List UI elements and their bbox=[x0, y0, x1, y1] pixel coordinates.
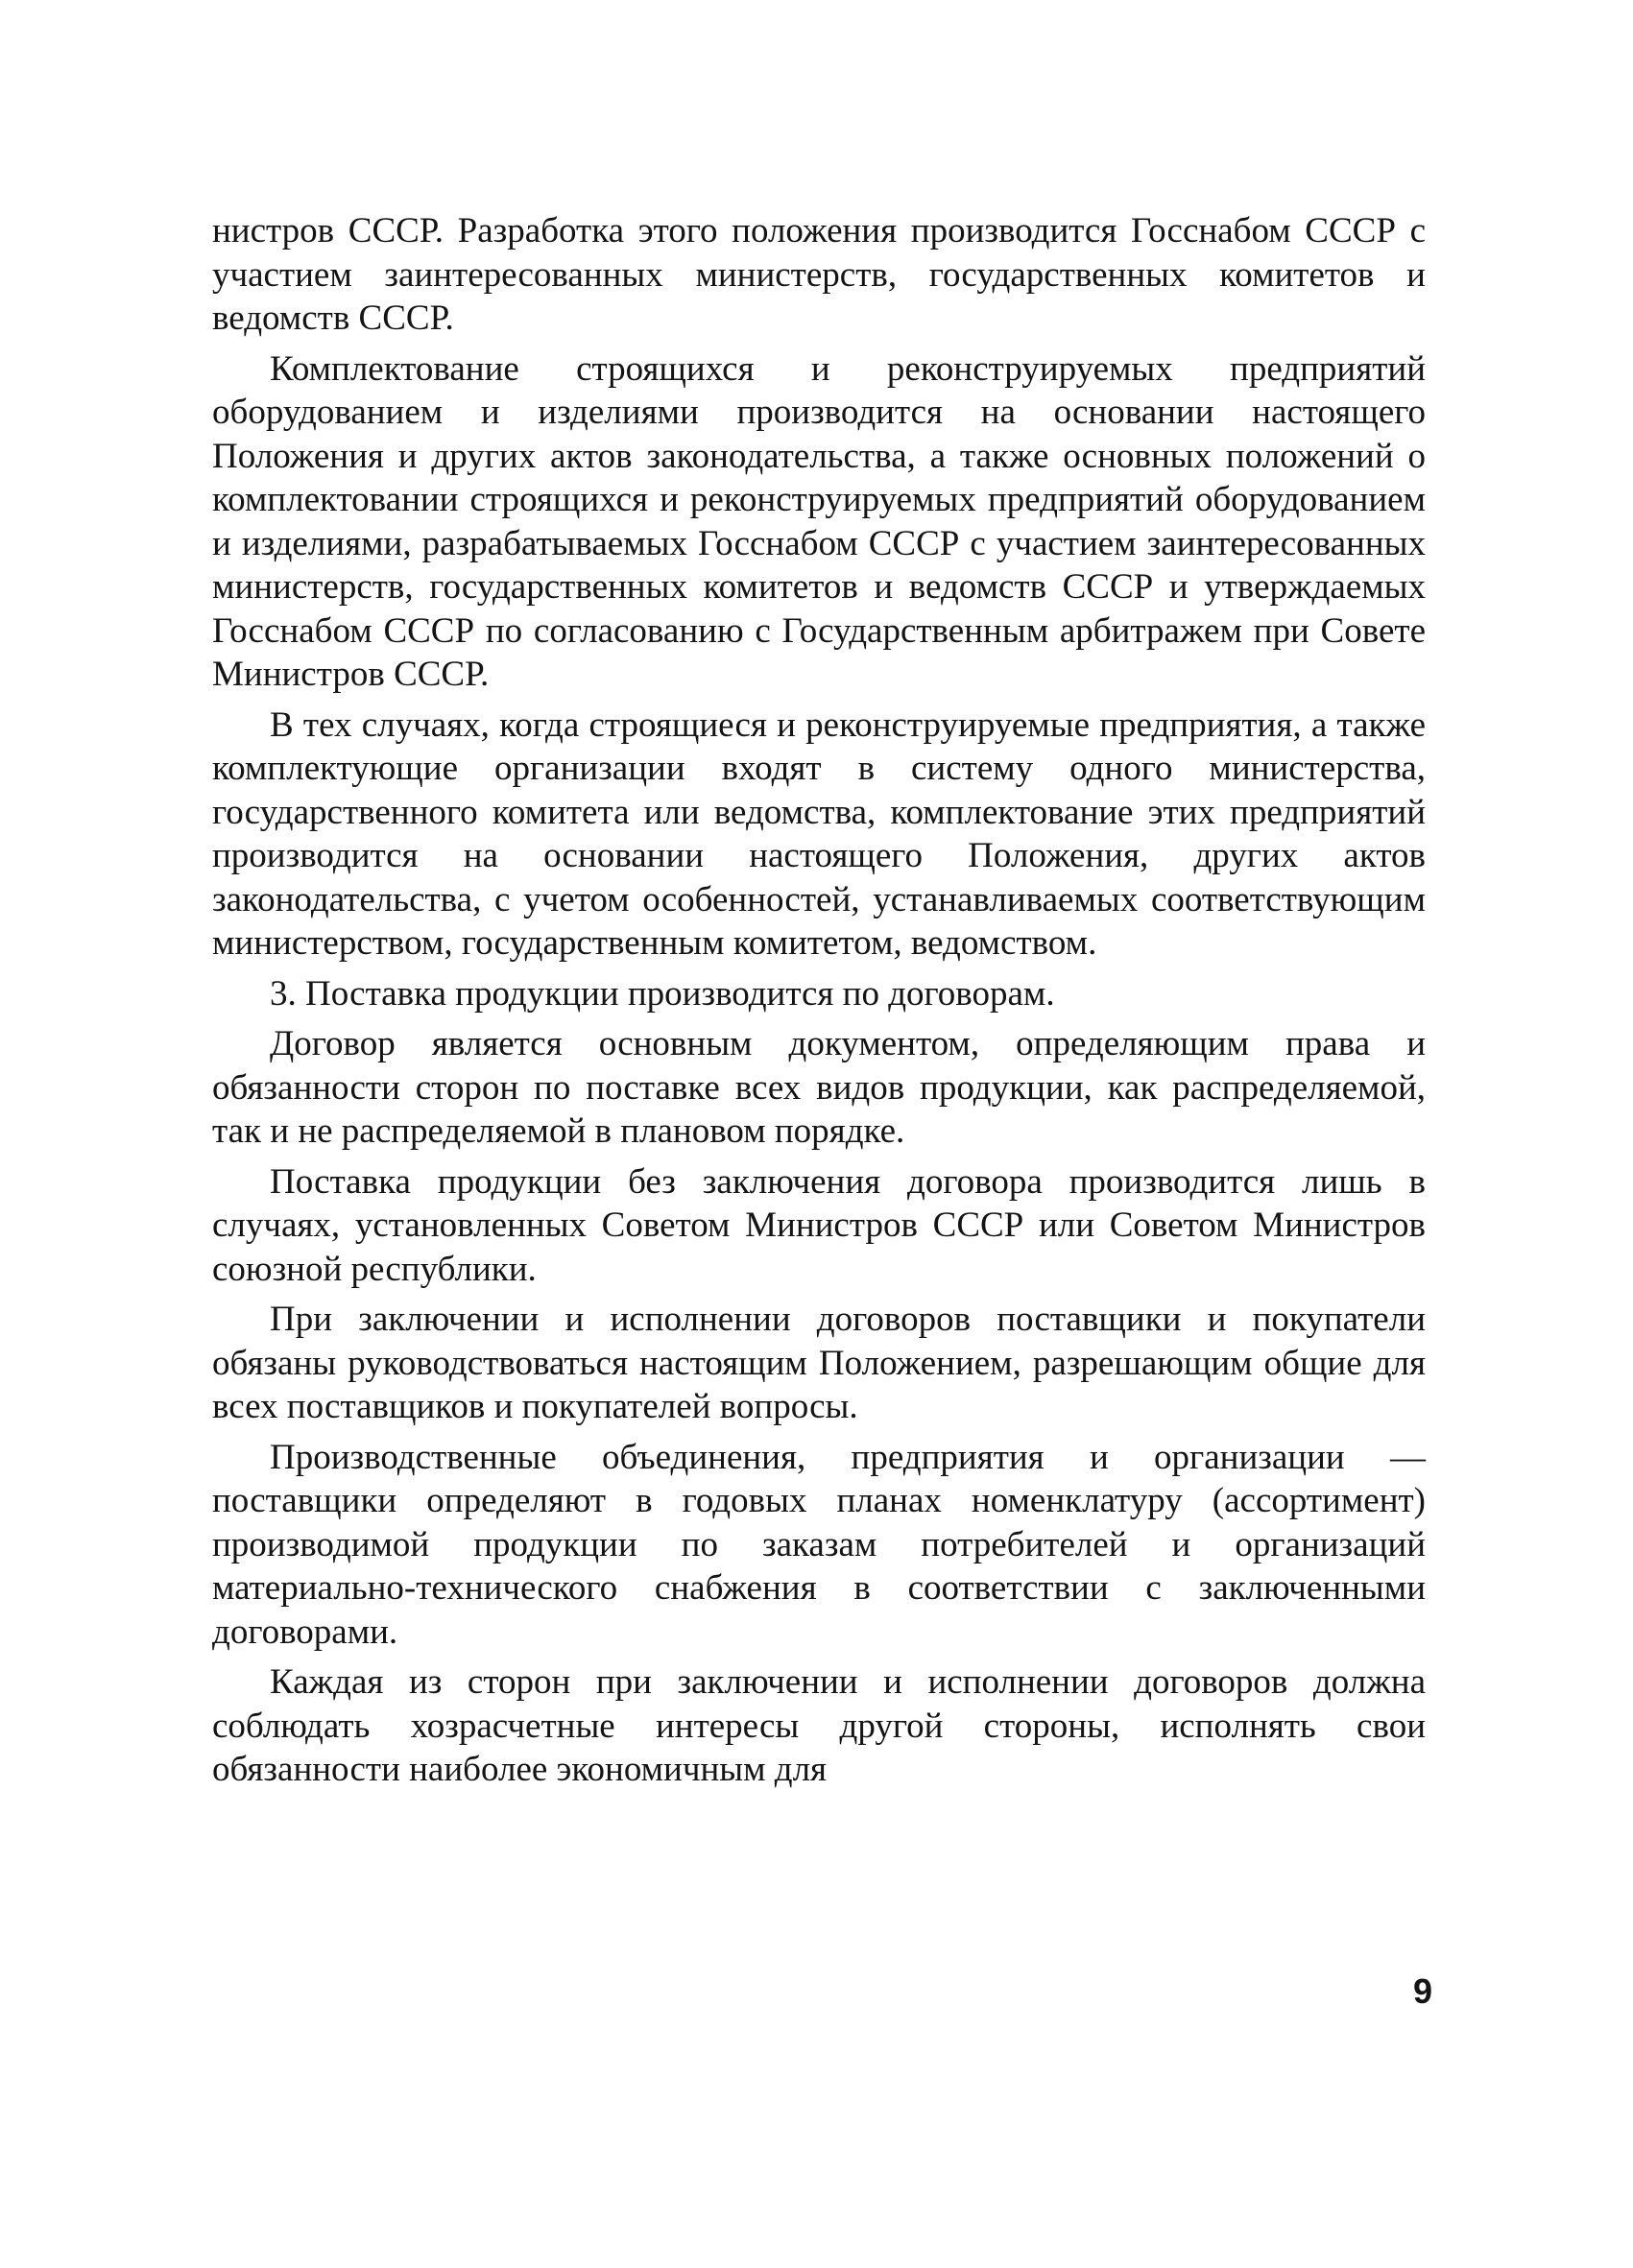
paragraph: Договор является основным документом, определяющим права и обязанности сторон по поставке всех видов продукции, как распределяемой, так и не распределяемой в плановом порядке. bbox=[212, 1024, 1426, 1151]
page-number: 9 bbox=[1412, 1971, 1432, 2011]
paragraph: Поставка продукции без заключения договора производится лишь в случаях, установленных Советом Министров СССР или Советом Министров союзной республики. bbox=[212, 1161, 1426, 1289]
paragraph: В тех случаях, когда строящиеся и реконструируемые предприятия, а также комплектующие организации входят в систему одного министерства, государственного комитета или ведомства, комплектование этих предприятий производится на основании настоящего Положения, других актов законодательства, с учетом особенностей, устанавливаемых соответствующим министерством, государственным комитетом, ведомством. bbox=[212, 704, 1426, 963]
paragraph: При заключении и исполнении договоров поставщики и покупатели обязаны руководствоваться настоящим Положением, разрешающим общие для всех поставщиков и покупателей вопросы. bbox=[212, 1300, 1426, 1426]
body-text bbox=[212, 209, 1426, 1799]
paragraph-continuation: нистров СССР. Разработка этого положения производится Госснабом СССР с участием заинтересованных министерств, государственных комитетов и ведомств СССР. bbox=[212, 211, 1426, 338]
paragraph: Комплектование строящихся и реконструируемых предприятий оборудованием и изделиями производится на основании настоящего Положения и других актов законодательства, а также основных положений о комплектовании строящихся и реконструируемых предприятий оборудованием и изделиями, разрабатываемых Госснабом СССР с участием заинтересованных министерств, государственных комитетов и ведомств СССР и утверждаемых Госснабом СССР по согласованию с Государственным арбитражем при Совете Министров СССР. bbox=[212, 348, 1426, 694]
paragraph: Производственные объединения, предприятия и организации — поставщики определяют в годовых планах номенклатуру (ассортимент) производимой продукции по заказам потребителей и организаций материально-технического снабжения в соответствии с заключенными договорами. bbox=[212, 1437, 1426, 1652]
paragraph: Каждая из сторон при заключении и исполнении договоров должна соблюдать хозрасчетные интересы другой стороны, исполнять свои обязанности наиболее экономичным для bbox=[212, 1662, 1426, 1789]
paragraph-section-3: 3. Поставка продукции производится по договорам. bbox=[270, 973, 1055, 1014]
